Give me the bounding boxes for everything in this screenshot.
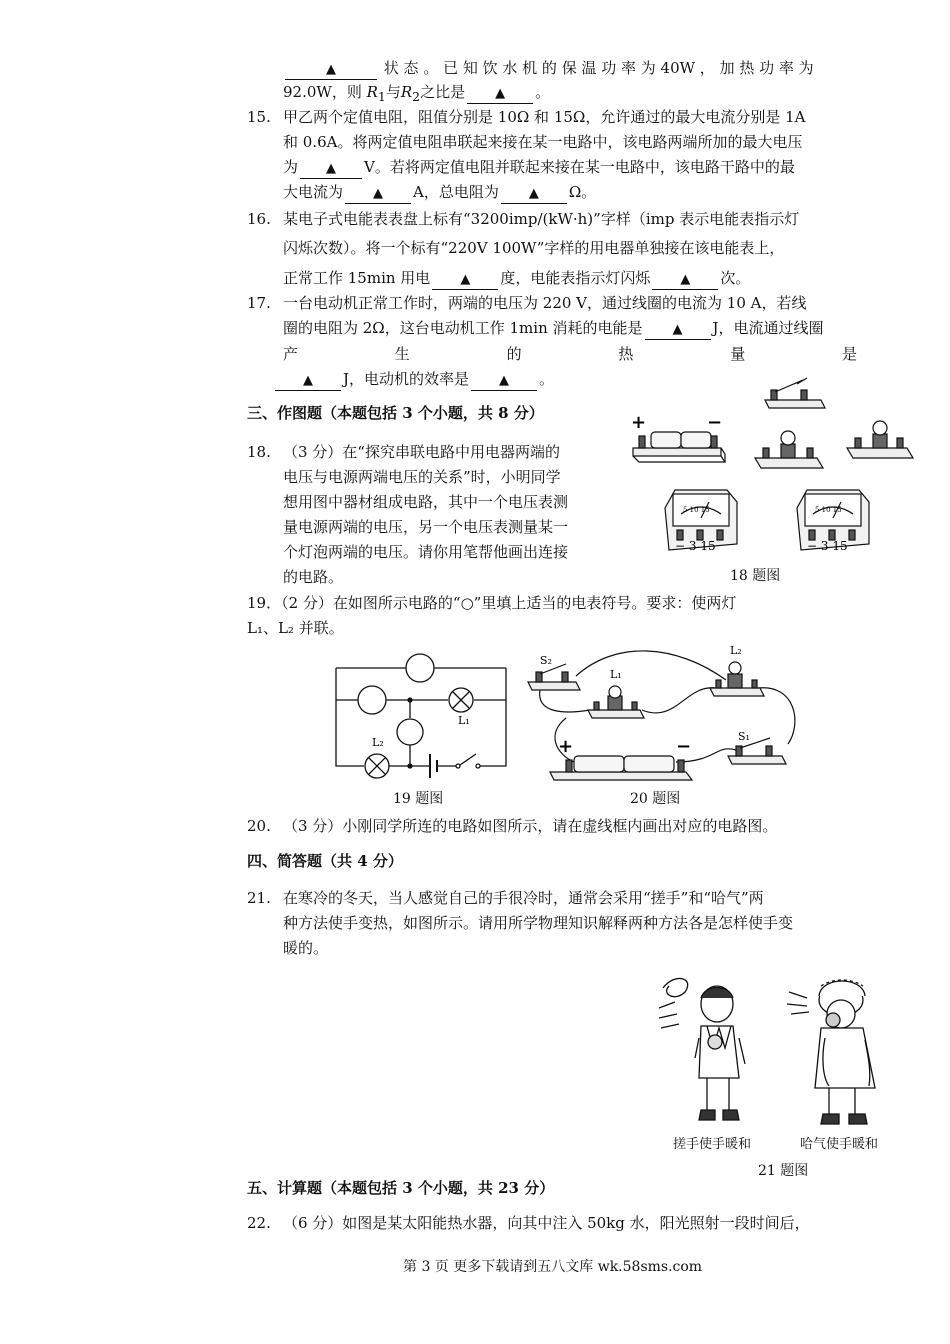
- meter-circle[interactable]: [397, 719, 423, 745]
- page-footer: 第 3 页 更多下载请到五八文库 wk.58sms.com: [403, 1259, 703, 1275]
- q18-equipment-figure: [625, 378, 945, 558]
- q18-line1: （3 分）在“探究串联电路中用电器两端的: [283, 443, 560, 461]
- meter-terminals: − 3 15: [675, 539, 716, 553]
- q21-figure-rubbing-hands: [655, 968, 765, 1128]
- figure-caption-left: 搓手使手暖和: [673, 1137, 752, 1152]
- question-number: 16.: [247, 210, 271, 228]
- question-number: 20.: [247, 817, 271, 835]
- switch: [765, 378, 825, 408]
- answer-blank[interactable]: ▲: [467, 83, 533, 104]
- q21-line1: 在寒冷的冬天，当人感觉自己的手很冷时，通常会采用“搓手”和“哈气”两: [283, 889, 764, 907]
- q22-line1: （6 分）如图是某太阳能热水器，向其中注入 50kg 水，阳光照射一段时间后，: [283, 1214, 810, 1232]
- answer-blank[interactable]: ▲: [300, 158, 362, 179]
- q18-line4: 量电源两端的电压，另一个电压表测量某一: [283, 518, 569, 536]
- q21-figure-blowing-hands: [785, 968, 895, 1128]
- lamp-label: L₁: [610, 668, 622, 681]
- answer-blank[interactable]: ▲: [501, 183, 567, 204]
- q17-line2: 圈的电阻为 2Ω，这台电动机工作 1min 消耗的电能是 ▲ J，电流通过线圈: [283, 317, 824, 340]
- q19-circuit-diagram: [330, 648, 520, 778]
- lamp-l2: [710, 662, 764, 696]
- section-title: 四、简答题（共 4 分）: [247, 852, 403, 870]
- figure-caption: 20 题图: [630, 791, 681, 807]
- figure-caption: 21 题图: [758, 1163, 809, 1179]
- answer-blank[interactable]: ▲: [432, 269, 498, 290]
- q18-line3: 想用图中器材组成电路，其中一个电压表测: [283, 493, 569, 511]
- answer-blank[interactable]: ▲: [275, 370, 341, 391]
- battery-box: [550, 756, 692, 780]
- section-title: 三、作图题（本题包括 3 个小题，共 8 分）: [247, 404, 544, 422]
- q19-line1: 19．（2 分）在如图所示电路的“○”里填上适当的电表符号。要求：使两灯: [247, 594, 737, 612]
- q15-line1: 甲乙两个定值电阻，阻值分别是 10Ω 和 15Ω，允许通过的最大电流分别是 1A: [283, 108, 806, 126]
- answer-blank[interactable]: ▲: [652, 269, 718, 290]
- q21-line2: 种方法使手变热，如图所示。请用所学物理知识解释两种方法各是怎样使手变: [283, 914, 794, 932]
- q15-line2: 和 0.6A。将两定值电阻串联起来接在某一电路中，该电路两端所加的最大电压: [283, 133, 803, 151]
- q17-line1: 一台电动机正常工作时，两端的电压为 220 V，通过线圈的电流为 10 A，若线: [283, 294, 807, 312]
- minus-sign: −: [707, 412, 723, 433]
- switch-label: S₁: [738, 730, 750, 743]
- switch-s2: [528, 664, 580, 690]
- q18-line2: 电压与电源两端电压的关系”时，小明同学: [283, 468, 561, 486]
- bulb-holder: [847, 421, 913, 458]
- section-title: 五、计算题（本题包括 3 个小题，共 23 分）: [247, 1179, 555, 1197]
- figure-caption: 19 题图: [393, 791, 444, 807]
- q20-wiring-figure: [526, 644, 806, 784]
- answer-blank[interactable]: ▲: [285, 59, 377, 80]
- q19-line2: L₁、L₂ 并联。: [247, 619, 344, 637]
- q14-line2: 92.0W，则 $R_1$与$R_2$之比是 ▲ 。: [283, 83, 551, 104]
- q16-line1: 某电子式电能表表盘上标有“3200imp/(kW·h)”字样（imp 表示电能表指示灯: [283, 210, 800, 228]
- meter-circle[interactable]: [358, 686, 386, 714]
- answer-blank[interactable]: ▲: [471, 370, 537, 391]
- q16-line2: 闪烁次数）。将一个标有“220V 100W”字样的用电器单独接在该电能表上，: [283, 239, 785, 257]
- q18-line6: 的电路。: [283, 568, 344, 586]
- q21-line3: 暖的。: [283, 939, 329, 957]
- lamp-label: L₁: [458, 714, 470, 727]
- q18-line5: 个灯泡两端的电压。请你用笔帮他画出连接: [283, 543, 569, 561]
- switch-label: S₂: [540, 654, 552, 667]
- lamp-l1: [588, 686, 644, 718]
- meter-scale: 5 10 15: [683, 506, 710, 514]
- minus-sign: −: [676, 736, 692, 757]
- lamp-label: L₂: [372, 736, 384, 749]
- q17-line4: ▲ J，电动机的效率是 ▲ 。: [273, 368, 554, 391]
- switch-s1: [728, 738, 786, 764]
- q20-line1: （3 分）小刚同学所连的电路如图所示，请在虚线框内画出对应的电路图。: [283, 817, 778, 835]
- q15-line3: 为 ▲ V。若将两定值电阻并联起来接在某一电路中，该电路干路中的最: [283, 156, 795, 179]
- q15-line4: 大电流为 ▲ A，总电阻为 ▲ Ω。: [283, 181, 596, 204]
- q16-line3: 正常工作 15min 用电 ▲ 度，电能表指示灯闪烁 ▲ 次。: [283, 267, 750, 290]
- answer-blank[interactable]: ▲: [345, 183, 411, 204]
- question-number: 17.: [247, 294, 271, 312]
- q14-line1: ▲ 状 态 。 已 知 饮 水 机 的 保 温 功 率 为 40W ， 加 热 功 率 为: [283, 57, 814, 80]
- question-number: 15.: [247, 108, 271, 126]
- question-number: 18.: [247, 443, 271, 461]
- battery-box: [633, 432, 725, 462]
- figure-caption: 18 题图: [730, 568, 781, 584]
- meter-terminals: − 3 15: [807, 539, 848, 553]
- q17-line3: 产 生 的 热 量 是: [283, 345, 857, 363]
- bulb-holder: [755, 431, 823, 468]
- plus-sign: +: [558, 736, 574, 757]
- meter-scale: 5 10 15: [815, 506, 842, 514]
- answer-blank[interactable]: ▲: [645, 319, 711, 340]
- meter-circle[interactable]: [406, 654, 434, 682]
- lamp-label: L₂: [730, 644, 742, 657]
- question-number: 21.: [247, 889, 271, 907]
- plus-sign: +: [631, 412, 647, 433]
- question-number: 22.: [247, 1214, 271, 1232]
- figure-caption-right: 哈气使手暖和: [800, 1137, 879, 1152]
